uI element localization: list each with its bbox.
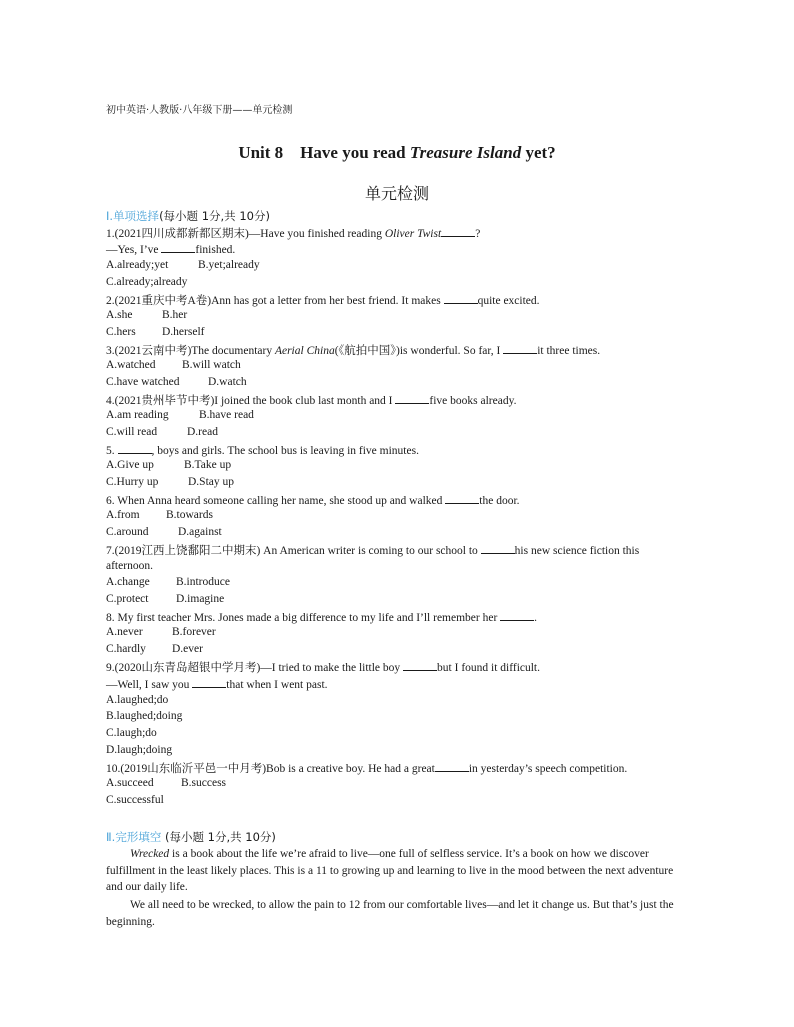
- question-1-options-row-2: [106, 276, 187, 288]
- option-d[interactable]: D.ever: [172, 643, 203, 655]
- question-9-option-b[interactable]: B.laughed;doing: [106, 710, 183, 722]
- passage-p2-text-a: We all need to be wrecked, to allow the pain to: [130, 899, 349, 911]
- option-a[interactable]: A.never: [106, 626, 143, 638]
- passage-paragraph-1: [106, 846, 674, 896]
- question-2-options-row-1: [106, 309, 187, 321]
- q7-text-a: 7.(2019江西上饶鄱阳二中期末) An American writer is coming to our school to: [106, 545, 481, 557]
- cloze-blank-12[interactable]: 12: [348, 899, 361, 911]
- option-b[interactable]: B.introduce: [176, 576, 230, 588]
- q1-reply-b: finished.: [195, 244, 236, 256]
- passage-paragraph-2: [106, 897, 674, 930]
- q5-text-b: , boys and girls. The school bus is leaving in five minutes.: [151, 445, 419, 457]
- title-book: Treasure Island: [409, 143, 522, 162]
- question-7-options-row-2: [106, 593, 224, 605]
- q9-text-a: 9.(2020山东青岛超银中学月考)—I tried to make the little boy: [106, 662, 404, 674]
- answer-blank[interactable]: [192, 677, 226, 688]
- option-d[interactable]: D.imagine: [176, 593, 225, 605]
- question-6-options-row-1: [106, 509, 213, 521]
- question-3-options-row-2: [106, 376, 247, 388]
- question-10-options-row-1: [106, 777, 226, 789]
- answer-blank[interactable]: [445, 493, 479, 504]
- unit-subtitle: 单元检测: [364, 184, 429, 203]
- answer-blank[interactable]: [481, 543, 515, 554]
- q6-text-a: 6. When Anna heard someone calling her name, she stood up and walked: [106, 495, 446, 507]
- question-8-options-row-1: [106, 626, 216, 638]
- option-c[interactable]: C.already;already: [106, 276, 188, 288]
- q1-text-a: 1.(2021四川成都新都区期末)—Have you finished reading: [106, 228, 385, 240]
- title-prefix: Unit 8 Have you read: [238, 143, 410, 162]
- question-6-stem: [106, 493, 520, 508]
- option-c[interactable]: C.around: [106, 526, 149, 538]
- answer-blank[interactable]: [435, 761, 469, 772]
- passage-p1-text-b: to growing up and learning to live in the mood between the next adventure and our daily life.: [106, 864, 674, 894]
- q4-text-a: 4.(2021贵州毕节中考)I joined the book club last month and I: [106, 395, 396, 407]
- option-b[interactable]: B.have read: [199, 409, 254, 421]
- section-2-name: 完形填空: [115, 830, 162, 844]
- q10-text-b: in yesterday’s speech competition.: [468, 763, 628, 775]
- question-10-options-row-2: [106, 794, 164, 806]
- q10-text-a: 10.(2019山东临沂平邑一中月考)Bob is a creative boy. He had a great: [106, 763, 435, 775]
- option-c[interactable]: C.hardly: [106, 643, 146, 655]
- question-5-stem: [106, 443, 419, 458]
- q1-reply-a: —Yes, I’ve: [106, 244, 162, 256]
- answer-blank[interactable]: [503, 343, 537, 354]
- section-1-number: Ⅰ.: [106, 209, 114, 223]
- q9-reply-a: —Well, I saw you: [106, 679, 193, 691]
- section-2-scoring: (每小题 1分,共 10分): [161, 830, 276, 844]
- q1-text-b: ?: [475, 228, 481, 240]
- question-3-options-row-1: [106, 359, 241, 371]
- option-c[interactable]: C.hers: [106, 326, 136, 338]
- section-2-heading: [106, 829, 276, 845]
- q6-text-b: the door.: [479, 495, 520, 507]
- option-b[interactable]: B.her: [162, 309, 188, 321]
- question-10-stem: [106, 761, 627, 776]
- section-1-scoring: (每小题 1分,共 10分): [159, 209, 270, 223]
- q8-text-b: .: [534, 612, 538, 624]
- cloze-blank-11[interactable]: 11: [315, 864, 328, 877]
- question-1-reply: [106, 242, 235, 257]
- option-d[interactable]: D.herself: [162, 326, 205, 338]
- option-d[interactable]: D.watch: [208, 376, 247, 388]
- question-8-stem: [106, 610, 537, 625]
- question-4-options-row-1: [106, 409, 254, 421]
- title-suffix: yet?: [521, 143, 556, 162]
- question-5-options-row-2: [106, 476, 234, 488]
- option-d[interactable]: D.read: [187, 426, 218, 438]
- answer-blank[interactable]: [500, 610, 534, 621]
- question-9-option-a[interactable]: A.laughed;do: [106, 694, 169, 706]
- question-9-option-d[interactable]: D.laugh;doing: [106, 744, 173, 756]
- question-1-options-row-1: [106, 259, 260, 271]
- unit-title: [0, 143, 794, 163]
- option-a[interactable]: A.from: [106, 509, 140, 521]
- question-4-stem: [106, 393, 516, 408]
- q2-text-a: 2.(2021重庆中考A卷)Ann has got a letter from her best friend. It makes: [106, 295, 444, 307]
- option-c[interactable]: C.successful: [106, 794, 164, 806]
- q1-book-title: Oliver Twist: [384, 228, 442, 240]
- answer-blank[interactable]: [444, 293, 478, 304]
- question-6-options-row-2: [106, 526, 222, 538]
- question-7-options-row-1: [106, 576, 230, 588]
- answer-blank[interactable]: [395, 393, 429, 404]
- option-a[interactable]: A.change: [106, 576, 150, 588]
- q9-text-b: but I found it difficult.: [437, 662, 541, 674]
- question-7-stem-continued: afternoon.: [106, 560, 153, 572]
- question-8-options-row-2: [106, 643, 203, 655]
- option-a[interactable]: A.succeed: [106, 777, 154, 789]
- option-c[interactable]: C.have watched: [106, 376, 180, 388]
- page-header: 初中英语·人教版·八年级下册——单元检测: [106, 105, 293, 116]
- option-b[interactable]: B.forever: [172, 626, 216, 638]
- passage-p2-text-b: from our comfortable lives—and let it change us. But that’s just the beginning.: [106, 899, 674, 928]
- question-9-stem: [106, 660, 540, 675]
- option-b[interactable]: B.will watch: [182, 359, 241, 371]
- question-4-options-row-2: [106, 426, 218, 438]
- option-b[interactable]: B.yet;already: [198, 259, 260, 271]
- q3-text-a: 3.(2021云南中考)The documentary: [106, 345, 275, 357]
- question-9-reply: [106, 677, 328, 692]
- q3-text-b: (《航拍中国》)is wonderful. So far, I: [334, 345, 504, 357]
- option-c[interactable]: C.will read: [106, 426, 158, 438]
- question-2-options-row-2: [106, 326, 204, 338]
- q8-text-a: 8. My first teacher Mrs. Jones made a big difference to my life and I’ll remember her: [106, 612, 501, 624]
- section-2-number: Ⅱ.: [106, 830, 116, 844]
- section-1-name: 单项选择: [113, 209, 160, 223]
- section-1-heading: [106, 208, 270, 224]
- option-a[interactable]: A.am reading: [106, 409, 169, 421]
- option-c[interactable]: C.protect: [106, 593, 149, 605]
- answer-blank[interactable]: [403, 660, 437, 671]
- q5-text-a: 5.: [106, 445, 118, 457]
- question-1-stem: [106, 226, 480, 241]
- q7-text-b: his new science fiction this: [514, 545, 640, 557]
- answer-blank[interactable]: [441, 226, 475, 237]
- passage-book-title: Wrecked: [130, 848, 170, 860]
- option-d[interactable]: D.against: [178, 526, 222, 538]
- question-7-stem: [106, 543, 639, 558]
- option-a[interactable]: A.watched: [106, 359, 156, 371]
- q4-text-b: five books already.: [429, 395, 517, 407]
- option-d[interactable]: D.Stay up: [188, 476, 234, 488]
- option-c[interactable]: C.Hurry up: [106, 476, 159, 488]
- q9-reply-b: that when I went past.: [226, 679, 328, 691]
- option-a[interactable]: A.Give up: [106, 459, 154, 471]
- option-b[interactable]: B.towards: [166, 509, 213, 521]
- question-3-stem: [106, 343, 600, 358]
- option-b[interactable]: B.success: [181, 777, 227, 789]
- question-5-options-row-1: [106, 459, 231, 471]
- q3-text-c: it three times.: [537, 345, 601, 357]
- option-b[interactable]: B.Take up: [184, 459, 232, 471]
- q3-documentary-title: Aerial China: [274, 345, 335, 357]
- question-2-stem: [106, 293, 540, 308]
- question-9-option-c[interactable]: C.laugh;do: [106, 727, 157, 739]
- passage-p1-text-a: is a book about the life we’re afraid to live—one full of selfless service. It’s a book on how we discover fulfillment in the least likely places. This is a: [106, 848, 649, 877]
- answer-blank[interactable]: [161, 242, 195, 253]
- option-a[interactable]: A.she: [106, 309, 133, 321]
- option-a[interactable]: A.already;yet: [106, 259, 169, 271]
- answer-blank[interactable]: [118, 443, 152, 454]
- q2-text-b: quite excited.: [477, 295, 540, 307]
